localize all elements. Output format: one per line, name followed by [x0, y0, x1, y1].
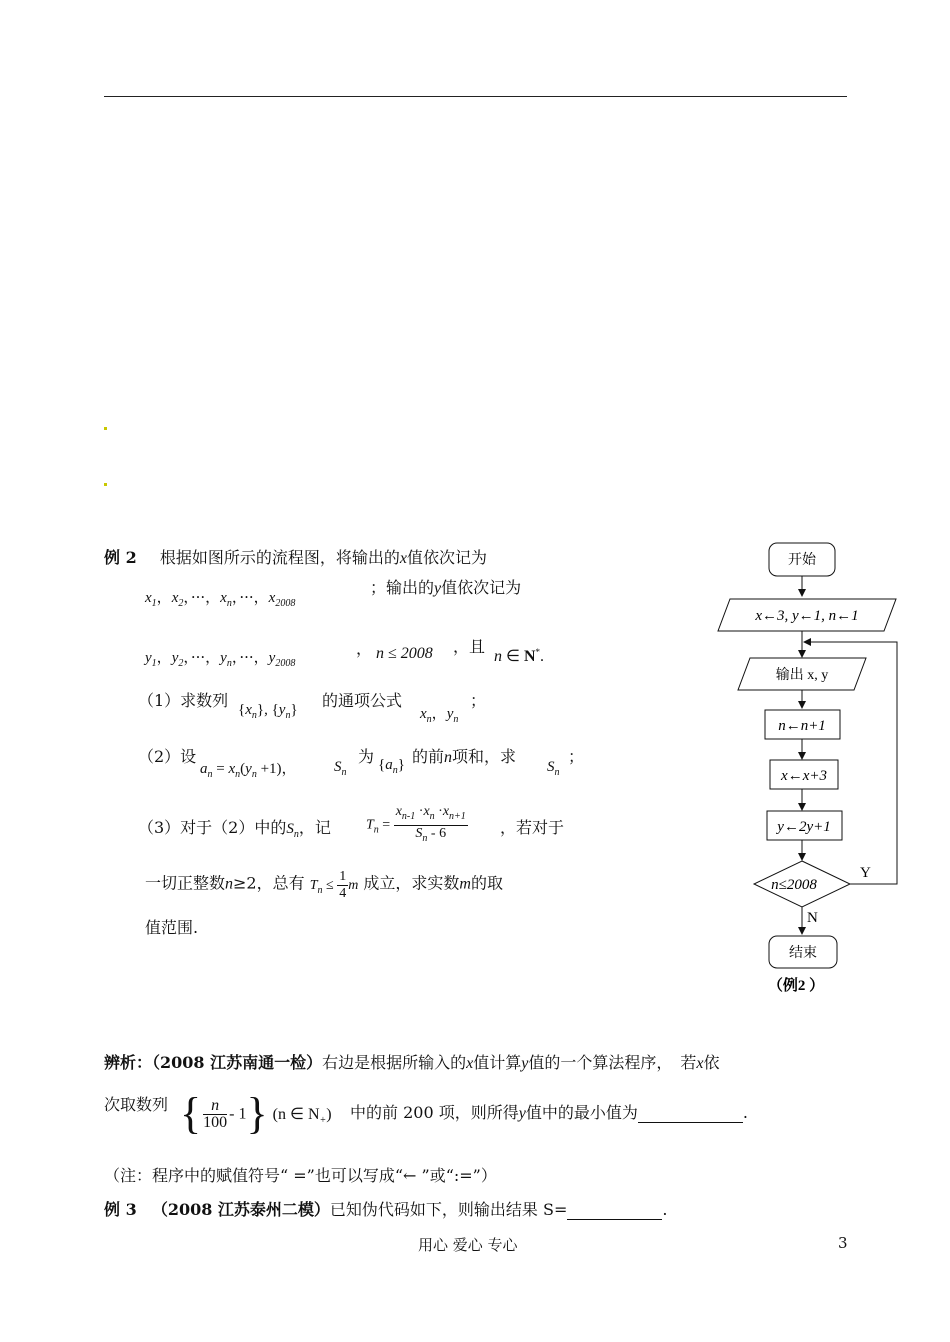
- S-n-target: $S_n$: [547, 759, 560, 778]
- q1-semi: ；: [470, 691, 487, 710]
- condition-label: n≤2008: [771, 877, 817, 893]
- question-1: （1）求数列: [138, 691, 229, 710]
- page-number: 3: [838, 1234, 848, 1252]
- output-label: 输出 x, y: [775, 668, 829, 683]
- analysis-line2-tail: 中的前 200 项，则所得y值中的最小值为 .: [350, 1103, 748, 1122]
- flowchart-caption: （例2 ）: [767, 978, 825, 994]
- x-sequence: $x_1$，$x_2$，···，$x_n$，···，$x_{2008}$: [145, 588, 296, 609]
- question-3-line3: 值范围.: [145, 918, 199, 937]
- yes-label: Y: [860, 865, 871, 881]
- header-rule: [104, 96, 847, 97]
- marker-dot: [104, 483, 107, 486]
- analysis-line1: 辨析：（2008 江苏南通一检）右边是根据所输入的x值计算y值的一个算法程序， 若x依: [104, 1053, 720, 1072]
- marker-dot: [104, 427, 107, 430]
- comma: ，: [356, 639, 373, 658]
- ex2-label: 例 2: [104, 548, 137, 567]
- y-intro: ；输出的y值依次记为: [370, 578, 522, 597]
- y-sequence: $y_1$，$y_2$，···，$y_n$，···，$y_{2008}$: [145, 648, 296, 669]
- no-label: N: [807, 910, 818, 926]
- analysis-line2: 次取数列: [104, 1095, 169, 1114]
- ex2-line1: 例 2 根据如图所示的流程图，将输出的x值依次记为: [104, 548, 487, 567]
- T-n-formula: $T_n$ = $\frac{x_{n-1} \cdot x_n \cdot x_{n+1}}{S_n - 6}$: [366, 804, 466, 844]
- start-label: 开始: [788, 553, 816, 568]
- footer-center: 用心 爱心 专心: [418, 1236, 518, 1254]
- q1-formula: $x_n$，$y_n$: [420, 704, 459, 725]
- ex3-line: 例 3 （2008 江苏泰州二模）已知伪代码如下，则输出结果 S= .: [104, 1200, 668, 1219]
- q2-semi: ；: [568, 747, 585, 766]
- sequence-expression: { $\frac{n}{100}$ - 1} (n ∈ $N_+$): [180, 1089, 332, 1138]
- step-x-label: x←x+3: [781, 768, 827, 784]
- qie: ，且: [453, 637, 486, 656]
- a-n-set: $\{a_n\}$: [378, 757, 405, 776]
- question-3-line2: 一切正整数n≥2，总有 $T_n$ ≤ $\frac{1}{4}$ m 成立，求实数m的取: [145, 869, 503, 901]
- step-n-label: n←n+1: [778, 718, 826, 734]
- q1-mid: 的通项公式: [322, 691, 403, 710]
- a-n-definition: $a_n = x_n(y_n +1)$，: [200, 761, 297, 780]
- n-in-N: n ∈ N*.: [494, 647, 544, 665]
- S-n: $S_n$: [334, 759, 347, 778]
- n-condition: n ≤ 2008: [376, 645, 433, 662]
- q2-text: 的前n项和，求: [412, 747, 517, 766]
- step-y-label: y←2y+1: [777, 819, 831, 835]
- end-label: 结束: [789, 946, 817, 961]
- q3-tail: ，若对于: [500, 818, 565, 837]
- q2-wei: 为: [358, 747, 375, 766]
- flowchart: [712, 538, 912, 1008]
- question-2: （2）设: [138, 747, 197, 766]
- question-3: （3）对于（2）中的$S_n$，记: [138, 818, 331, 840]
- q1-sets: $\{x_n\}$, $\{y_n\}$: [238, 702, 298, 721]
- analysis-note: （注：程序中的赋值符号“ =”也可以写成“← ”或“:=”）: [104, 1166, 497, 1185]
- init-label: x←3, y←1, n←1: [755, 608, 859, 624]
